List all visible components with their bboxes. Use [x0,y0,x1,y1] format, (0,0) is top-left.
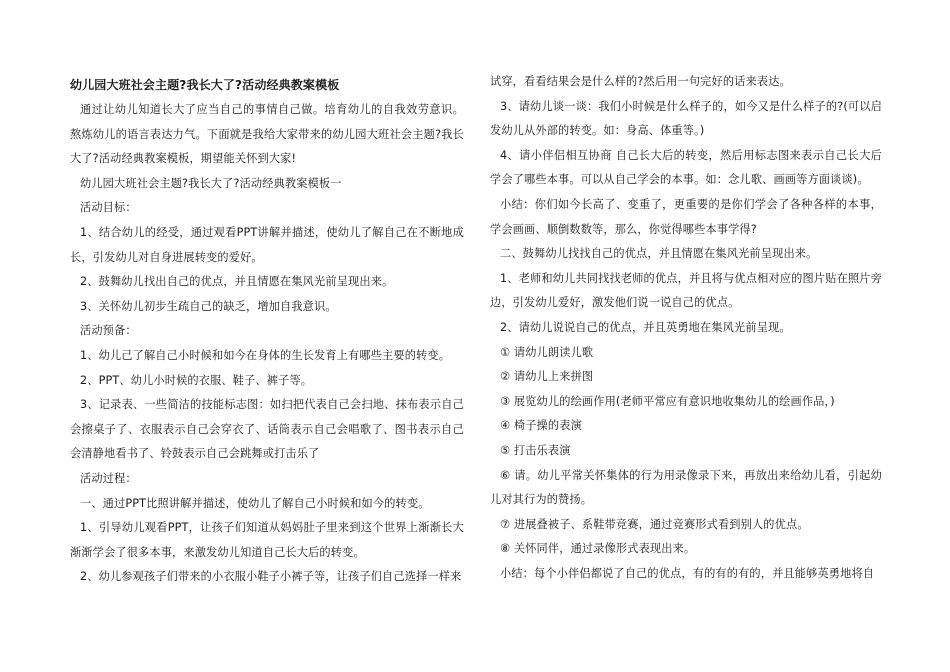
right-column [490,70,882,586]
paragraph: 1、幼儿己了解自己小时候和如今在身体的生长发育上有哪些主要的转变。 [80,348,451,362]
paragraph: 一、通过PPT比照讲解并描述，使幼儿了解自己小时候和如今的转变。 [80,496,430,510]
paragraph: 小结：每个小伴侣都说了自己的优点，有的有的有的，并且能够英勇地将自 [500,566,875,580]
list-item: ⑧ 关怀同伴，通过录像形式表现出来。 [500,542,696,556]
list-item: ② 请幼儿上来拼图 [500,370,594,384]
list-item: ① 请幼儿朗读儿歌 [500,345,594,359]
paragraph: 4、请小伴侣相互协商 自己长大后的转变，然后用标志图来表示自己长大后学会了哪些本事。可以从自己学会的本事。如：念儿歌、画画等方面谈谈)。 [490,148,882,187]
paragraph: 2、PPT、幼儿小时候的衣服、鞋子、裤子等。 [80,373,313,387]
paragraph: 3、记录表、一些简洁的技能标志图：如扫把代表自己会扫地、抹布表示自己会擦桌子了、衣服表示自己会穿衣了、话筒表示自己会唱歌了、图书表示自己会清静地看书了、铃鼓表示自己会跳舞或打击乐了 [70,398,464,461]
list-item: ⑥ 请。幼儿平常关怀集体的行为用录像录下来，再放出来给幼儿看，引起幼儿对其行为的赞扬。 [490,468,882,507]
list-item: ③ 展览幼儿的绘画作用(老师平常应有意识地收集幼儿的绘画作品，) [500,394,835,408]
paragraph: 2、请幼儿说说自己的优点，并且英勇地在集风光前呈现。 [500,320,791,334]
left-column [70,72,464,590]
paragraph: 1、结合幼儿的经受，通过观看PPT讲解并描述，使幼儿了解自己在不断地成长，引发幼儿对自身进展转变的爱好。 [70,225,464,264]
document-title: 幼儿园大班社会主题?我长大了?活动经典教案模板 [70,78,340,92]
paragraph: 2、幼儿参观孩子们带来的小衣服小鞋子小裤子等，让孩子们自己选择一样来 [80,570,462,584]
paragraph: 1、引导幼儿观看PPT，让孩子们知道从妈妈肚子里来到这个世界上渐渐长大渐渐学会了很多本事，来激发幼儿知道自己长大后的转变。 [70,521,464,559]
paragraph: 3、请幼儿谈一谈：我们小时候是什么样子的，如今又是什么样子的?(可以启发幼儿从外部的转变。如：身高、体重等。) [490,99,882,138]
paragraph: 2、鼓舞幼儿找出自己的优点，并且情愿在集风光前呈现出来。 [80,275,394,289]
paragraph: 试穿，看看结果会是什么样的?然后用一句完好的话来表达。 [490,75,791,88]
list-item: ⑤ 打击乐表演 [500,443,571,457]
list-item: ④ 椅子操的表演 [500,419,582,433]
paragraph: 小结：你们如今长高了、变重了，更重要的是你们学会了各种各样的本事，学会画画、顺倒数数等，那么，你觉得哪些本事学得? [490,197,882,236]
paragraph: 1、老师和幼儿共同找找老师的优点，并且将与优点相对应的图片贴在照片旁边，引发幼儿爱好，激发他们说一说自己的优点。 [490,271,882,310]
paragraph: 二、鼓舞幼儿找找自己的优点，并且情愿在集风光前呈现出来。 [500,247,818,261]
section-heading: 活动目标： [80,201,137,215]
section-heading: 活动预备： [80,324,137,338]
paragraph: 3、关怀幼儿初步生疏自己的缺乏，增加自我意识。 [80,299,337,313]
list-item: ⑦ 进展叠被子、系鞋带竞赛，通过竞赛形式看到别人的优点。 [500,517,809,531]
section-heading: 活动过程： [80,471,137,485]
paragraph: 通过让幼儿知道长大了应当自己的事情自己做。培育幼儿的自我效劳意识。熬炼幼儿的语言表达力气。下面就是我给大家带来的幼儿园大班社会主题?我长大了?活动经典教案模板，期望能关怀到大家! [70,103,464,166]
paragraph: 幼儿园大班社会主题?我长大了?活动经典教案模板一 [80,176,342,190]
